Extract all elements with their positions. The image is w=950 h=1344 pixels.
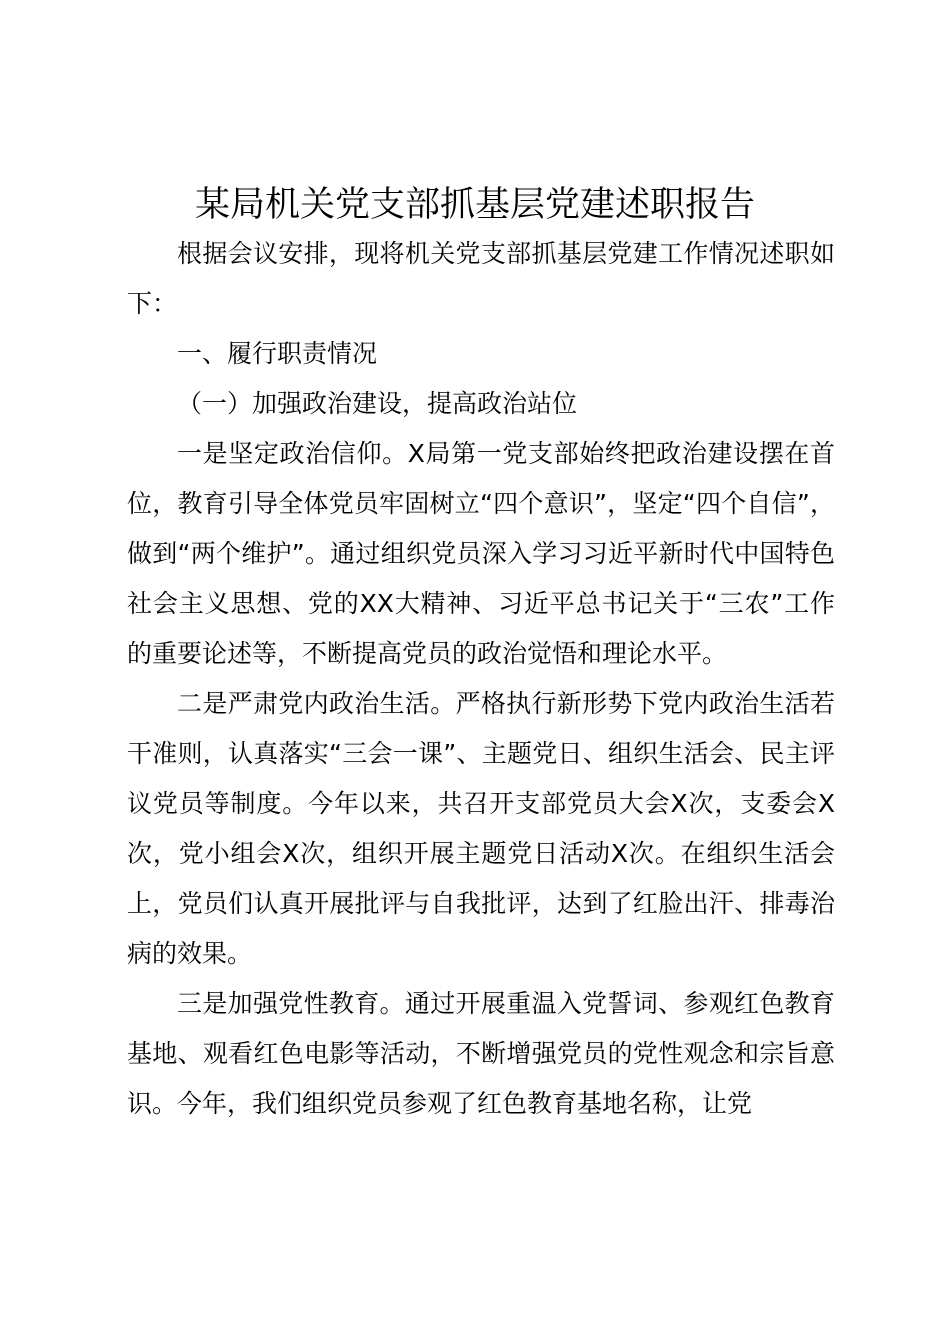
paragraph-political-belief: 一是坚定政治信仰。X局第一党支部始终把政治建设摆在首位，教育引导全体党员牢固树立“四个意识”，坚定“四个自信”，做到“两个维护”。通过组织党员深入学习习近平新时代中国特色社会主义思想、党的XX大精神、习近平总书记关于“三农”工作的重要论述等，不断提高党员的政治觉悟和理论水平。 <box>127 439 835 668</box>
document-title: 某局机关党支部抓基层党建述职报告 <box>194 185 755 225</box>
section-heading: 一、履行职责情况 <box>177 339 378 368</box>
document-body <box>127 229 835 1129</box>
paragraph-party-life: 二是严肃党内政治生活。严格执行新形势下党内政治生活若干准则，认真落实“三会一课”、主题党日、组织生活会、民主评议党员等制度。今年以来，共召开支部党员大会X次，支委会X次，党小组会X次，组织开展主题党日活动X次。在组织生活会上，党员们认真开展批评与自我批评，达到了红脸出汗、排毒治病的效果。 <box>127 689 835 968</box>
subsection-heading: （一）加强政治建设，提高政治站位 <box>177 389 578 418</box>
intro-paragraph: 根据会议安排，现将机关党支部抓基层党建工作情况述职如下： <box>127 239 835 318</box>
paragraph-party-education: 三是加强党性教育。通过开展重温入党誓词、参观红色教育基地、观看红色电影等活动，不断增强党员的党性观念和宗旨意识。今年，我们组织党员参观了红色教育基地名称，让党 <box>127 989 835 1118</box>
